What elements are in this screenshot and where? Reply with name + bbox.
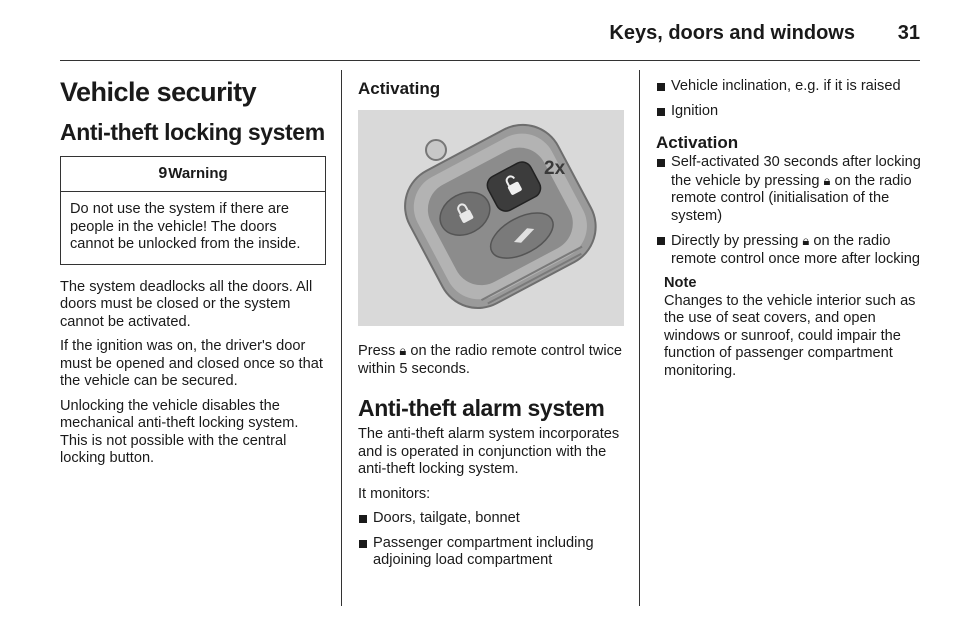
- paragraph: It monitors:: [358, 485, 431, 502]
- header-rule: [60, 60, 920, 61]
- section-heading: Vehicle security: [60, 77, 257, 107]
- column-1: [60, 72, 326, 475]
- warning-icon: 9: [158, 165, 168, 182]
- column-2: [358, 72, 624, 577]
- activation-heading: Activation: [656, 133, 739, 152]
- paragraph: If the ignition was on, the driver's door must be opened and closed once so that the vehicle can be secured.: [60, 338, 323, 389]
- press-count-label: 2x: [544, 158, 566, 179]
- note-text: Changes to the vehicle interior such as the use of seat covers, and open windows or sunroof, could impair the function of passenger compartment monitoring.: [664, 292, 916, 379]
- warning-box: [60, 156, 326, 265]
- note-title: Note: [664, 275, 697, 291]
- monitors-list: [358, 510, 624, 570]
- column-divider-2: [639, 70, 640, 606]
- remote-key-illustration: [358, 110, 624, 326]
- lock-button-icon: 🔒︎: [823, 172, 831, 188]
- warning-header: [61, 157, 325, 192]
- column-divider-1: [341, 70, 342, 606]
- warning-title: Warning: [168, 165, 228, 182]
- page-number: 31: [897, 22, 920, 44]
- note-block: [656, 275, 922, 380]
- list-item: Self-activated 30 seconds after locking the vehicle by pressing 🔒︎ on the radio remote control (initialisation of the system): [656, 154, 922, 225]
- paragraph: The system deadlocks all the doors. All doors must be closed or the system cannot be activated.: [60, 278, 313, 330]
- lock-button-icon: 🔒︎: [802, 233, 810, 248]
- lock-button-icon: 🔒︎: [399, 343, 407, 358]
- activation-list: [656, 154, 922, 268]
- list-item: Doors, tailgate, bonnet: [358, 510, 624, 528]
- list-item: Passenger compartment including adjoining load compartment: [358, 535, 624, 570]
- paragraph: Unlocking the vehicle disables the mechanical anti-theft locking system. This is not possible with the central locking button.: [60, 397, 299, 466]
- paragraph: Press 🔒︎ on the radio remote control twice within 5 seconds.: [358, 343, 623, 377]
- chapter-title: Keys, doors and windows: [609, 22, 855, 44]
- warning-text: Do not use the system if there are people in the vehicle! The doors cannot be unlocked from the inside.: [70, 201, 301, 252]
- monitors-list-continued: [656, 78, 922, 120]
- activating-heading: Activating: [358, 79, 441, 98]
- list-item: Vehicle inclination, e.g. if it is raised: [656, 78, 922, 96]
- alarm-heading: Anti-theft alarm system: [358, 395, 605, 421]
- column-3: [656, 72, 922, 387]
- list-item: Directly by pressing 🔒︎ on the radio remote control once more after locking: [656, 232, 922, 268]
- paragraph: The anti-theft alarm system incorporates and is operated in conjunction with the anti-theft locking system.: [358, 426, 620, 477]
- subsection-heading: Anti-theft locking system: [60, 119, 325, 145]
- list-item: Ignition: [656, 103, 922, 121]
